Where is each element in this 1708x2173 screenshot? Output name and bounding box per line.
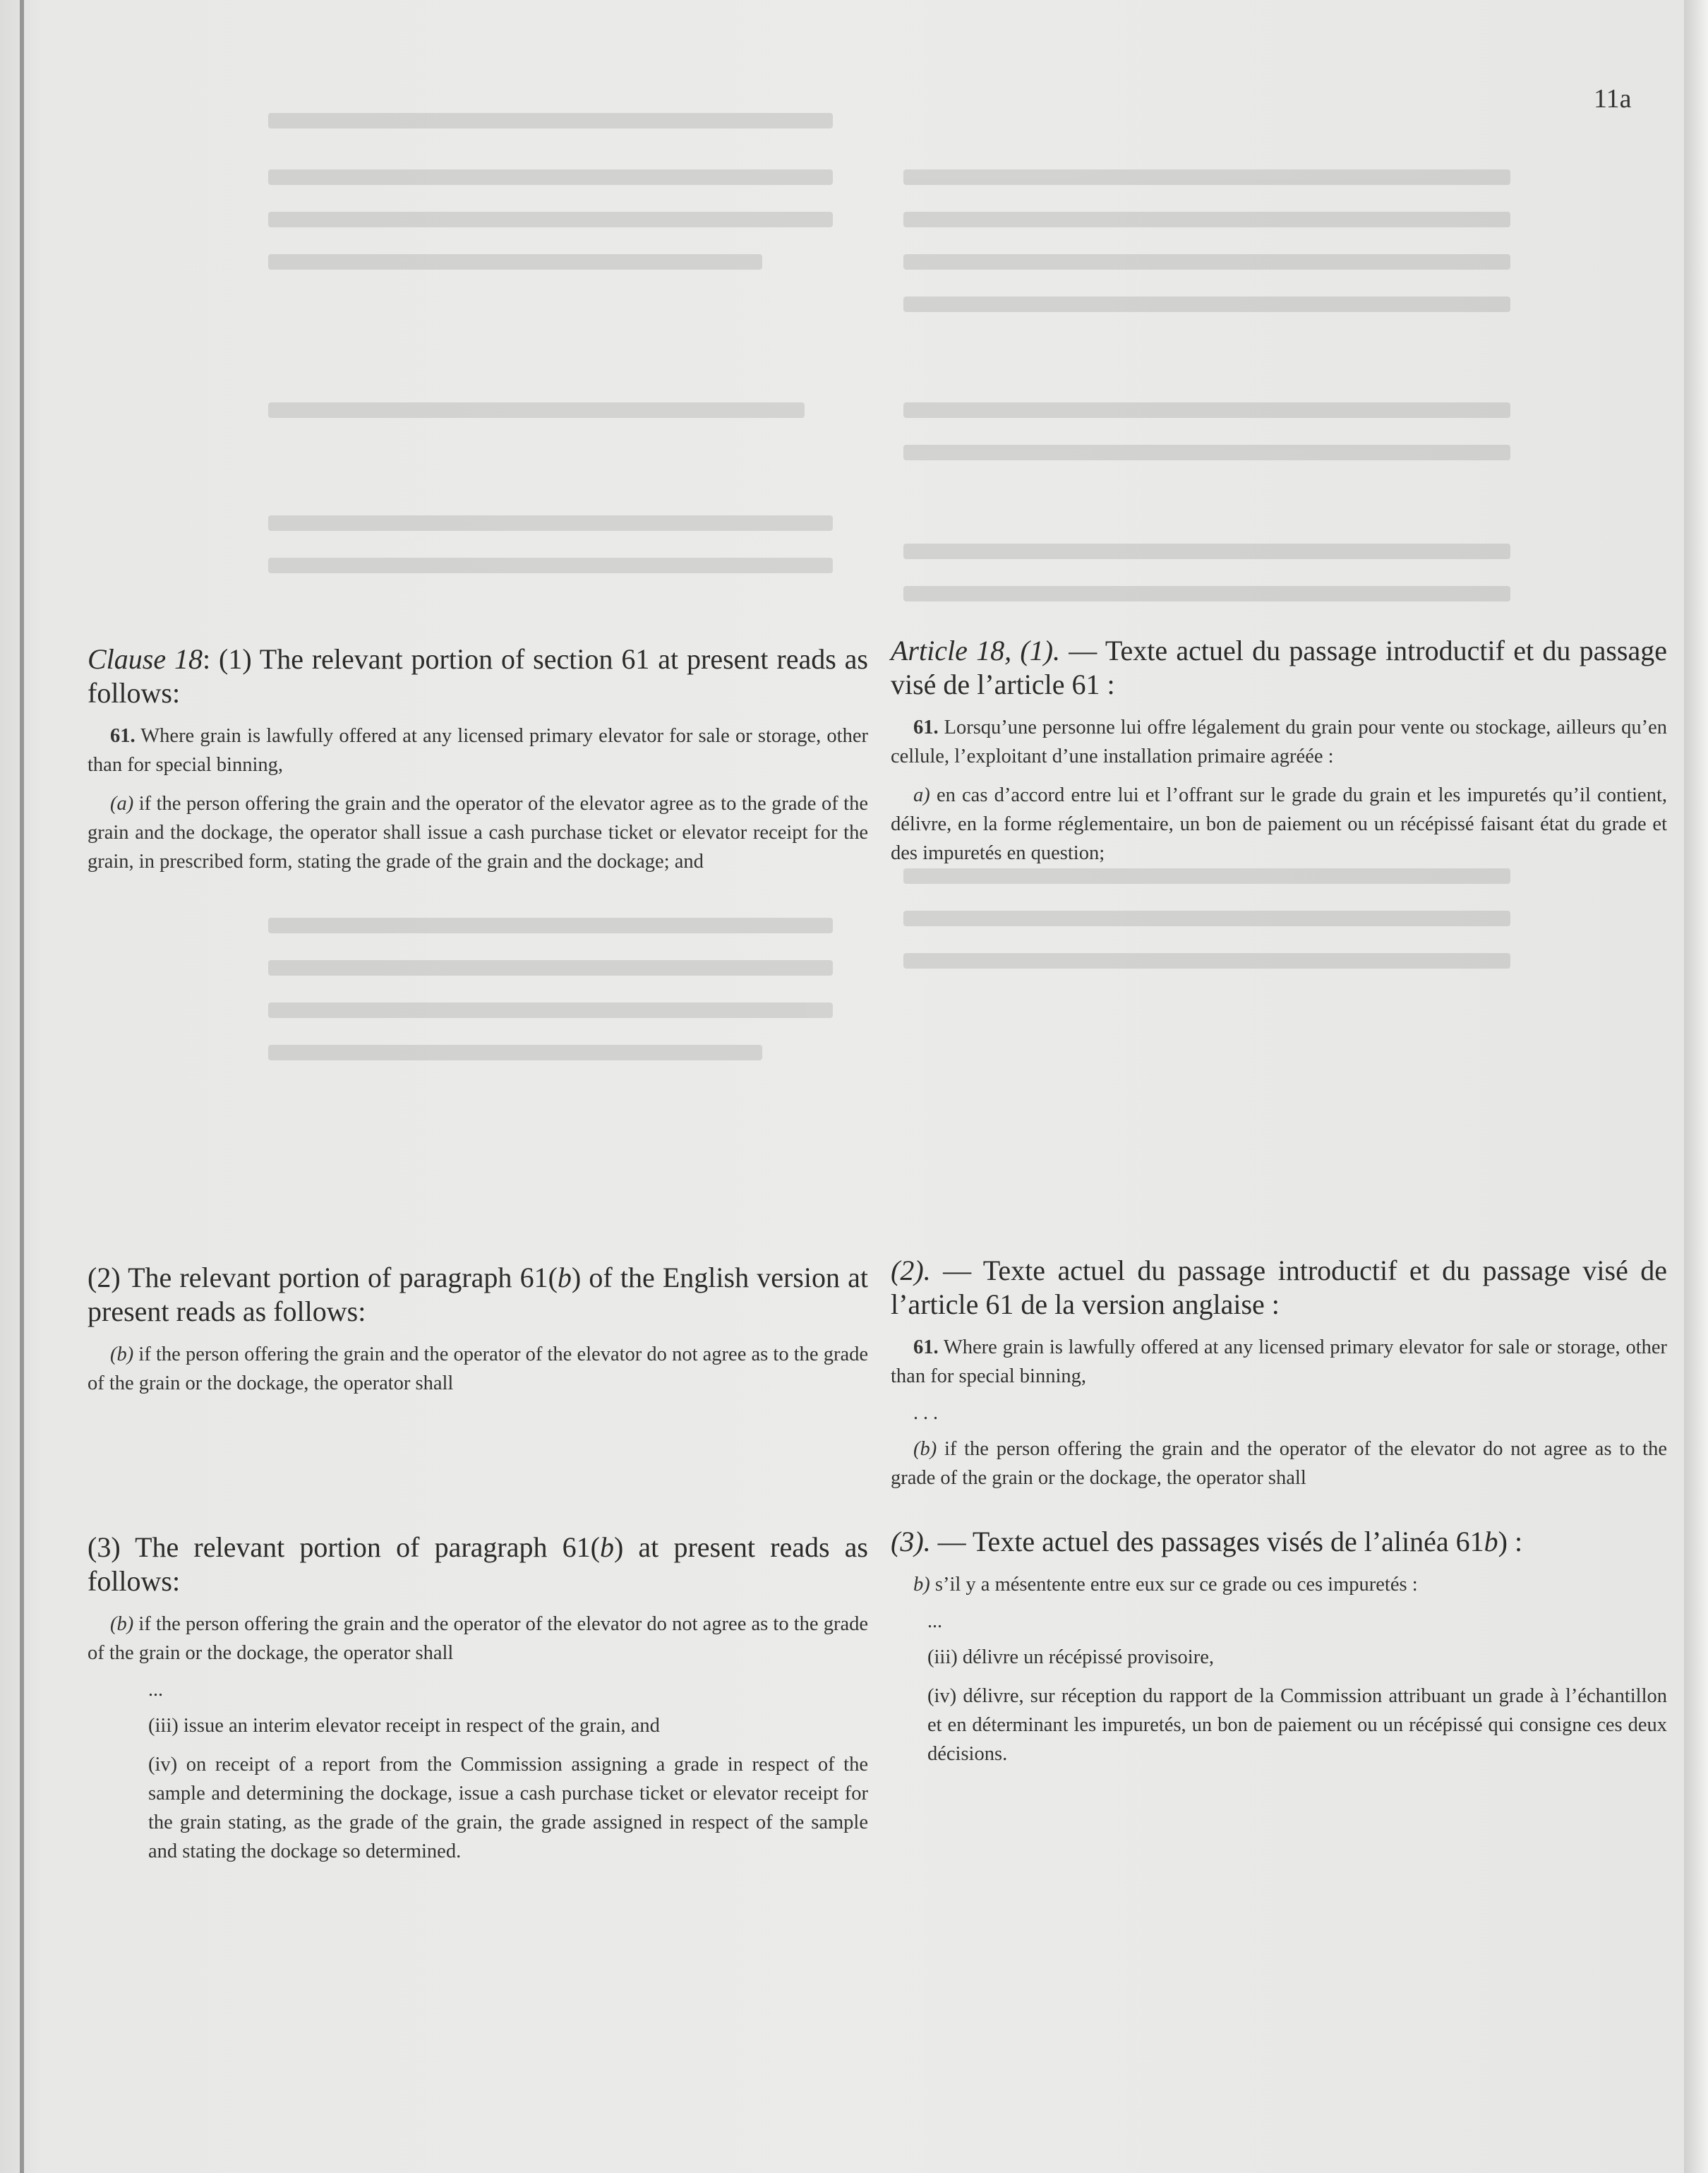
section-number: 61. bbox=[110, 725, 136, 747]
article-label: Article 18, (1). bbox=[891, 635, 1061, 666]
article-label: (3). bbox=[891, 1526, 931, 1557]
paragraph-a-fr bbox=[891, 781, 1667, 868]
article-18-2-block bbox=[891, 1254, 1667, 1502]
paragraph-b-en bbox=[891, 1435, 1667, 1492]
paragraph-label: (b) bbox=[913, 1438, 937, 1460]
binding-spine bbox=[20, 0, 24, 2173]
heading-part: (3) The relevant portion of paragraph 61( bbox=[88, 1531, 600, 1563]
article-18-1-heading bbox=[891, 634, 1667, 702]
ellipsis: . . . bbox=[913, 1402, 938, 1424]
paragraph-b bbox=[88, 1610, 868, 1668]
page-edge bbox=[1684, 0, 1708, 2173]
article-18-1-block bbox=[891, 634, 1667, 878]
article-18-3-heading bbox=[891, 1525, 1667, 1559]
section-61-intro bbox=[88, 722, 868, 779]
clause-18-3-block bbox=[88, 1531, 868, 1876]
paragraph-label: a) bbox=[913, 784, 930, 806]
section-61-intro-fr bbox=[891, 713, 1667, 771]
clause-18-1-heading bbox=[88, 642, 868, 710]
clause-18-2-block bbox=[88, 1261, 868, 1408]
subparagraph-iv: (iv) on receipt of a report from the Commission assigning a grade in respect of the sample and determining the dockage, issue a cash purchase ticket or elevator receipt for the grain stating, as the grade of the grain, the grade assigned in respect of the sample and stating the dockage so determined. bbox=[148, 1754, 868, 1862]
paragraph-text: s’il y a mésentente entre eux sur ce grade ou ces impuretés : bbox=[934, 1574, 1418, 1596]
section-text: Where grain is lawfully offered at any licensed primary elevator for sale or storage, other than for special binning, bbox=[88, 725, 868, 776]
paragraph-text: en cas d’accord entre lui et l’offrant sur le grade du grain et les impuretés qu’il contient, délivre, en la forme réglementaire, un bon de paiement ou un récépissé faisant état du grade et des impuretés en question; bbox=[891, 784, 1667, 864]
section-number: 61. bbox=[913, 1336, 939, 1358]
clause-heading-text: : (1) The relevant portion of section 61 at present reads as follows: bbox=[88, 643, 868, 709]
clause-18-2-heading bbox=[88, 1261, 868, 1329]
article-18-2-heading bbox=[891, 1254, 1667, 1322]
ellipsis: ... bbox=[927, 1610, 942, 1632]
paragraph-text: if the person offering the grain and the operator of the elevator do not agree as to the grade of the grain or the dockage, the operator shall bbox=[88, 1343, 868, 1394]
paragraph-text: if the person offering the grain and the operator of the elevator agree as to the grade of the grain and the dockage, the operator shall issue a cash purchase ticket or elevator receipt for the grain, in prescribed form, stating the grade of the grain and the dockage; and bbox=[88, 793, 868, 873]
clause-18-3-heading bbox=[88, 1531, 868, 1598]
section-number: 61. bbox=[913, 717, 939, 738]
heading-part: ) : bbox=[1498, 1526, 1523, 1557]
paragraph-label: (a) bbox=[110, 793, 134, 815]
clause-label: Clause 18 bbox=[88, 643, 203, 675]
subparagraph-iv-fr: (iv) délivre, sur réception du rapport de la Commission attribuant un grade à l’échantillon et en déterminant les impuretés, un bon de paiement ou un récépissé qui consigne ces deux décisions. bbox=[927, 1685, 1667, 1765]
paragraph-label: b) bbox=[913, 1574, 930, 1596]
paragraph-text: if the person offering the grain and the operator of the elevator do not agree as to the grade of the grain or the dockage, the operator shall bbox=[891, 1438, 1668, 1489]
subparagraph-iii: (iii) issue an interim elevator receipt in respect of the grain, and bbox=[148, 1715, 660, 1737]
article-label: (2). bbox=[891, 1255, 931, 1286]
paragraph-label: (b) bbox=[110, 1343, 134, 1365]
heading-part: — Texte actuel des passages visés de l’alinéa 61 bbox=[930, 1526, 1484, 1557]
heading-part: (2) The relevant portion of paragraph 61( bbox=[88, 1262, 558, 1293]
section-61-intro-en bbox=[891, 1333, 1667, 1391]
heading-part: ) of the English version at present reads as follows: bbox=[88, 1262, 868, 1327]
clause-18-1-block bbox=[88, 642, 868, 886]
paragraph-b-fr bbox=[891, 1570, 1667, 1599]
article-18-3-block bbox=[891, 1525, 1667, 1778]
heading-part-italic: b bbox=[599, 1531, 614, 1563]
subparagraph-iii-fr: (iii) délivre un récépissé provisoire, bbox=[927, 1646, 1214, 1668]
heading-part-italic: b bbox=[557, 1262, 572, 1293]
ellipsis: ... bbox=[148, 1679, 163, 1701]
heading-part-italic: b bbox=[1484, 1526, 1498, 1557]
article-heading-text: — Texte actuel du passage introductif et du passage visé de l’article 61 : bbox=[891, 635, 1667, 700]
section-text: Where grain is lawfully offered at any licensed primary elevator for sale or storage, other than for special binning, bbox=[891, 1336, 1667, 1387]
paragraph-b bbox=[88, 1340, 868, 1398]
paragraph-label: (b) bbox=[110, 1613, 134, 1635]
bleed-through-text bbox=[85, 92, 1666, 1115]
heading-part: ) at present reads as follows: bbox=[88, 1531, 868, 1597]
paragraph-a bbox=[88, 789, 868, 876]
page-number: 11a bbox=[1594, 84, 1632, 114]
paragraph-text: if the person offering the grain and the operator of the elevator do not agree as to the grade of the grain or the dockage, the operator shall bbox=[88, 1613, 868, 1664]
section-text: Lorsqu’une personne lui offre légalement du grain pour vente ou stockage, ailleurs qu’en cellule, l’exploitant d’une installation primaire agréée : bbox=[891, 717, 1668, 767]
article-heading-text: — Texte actuel du passage introductif et du passage visé de l’article 61 de la version anglaise : bbox=[891, 1255, 1667, 1320]
